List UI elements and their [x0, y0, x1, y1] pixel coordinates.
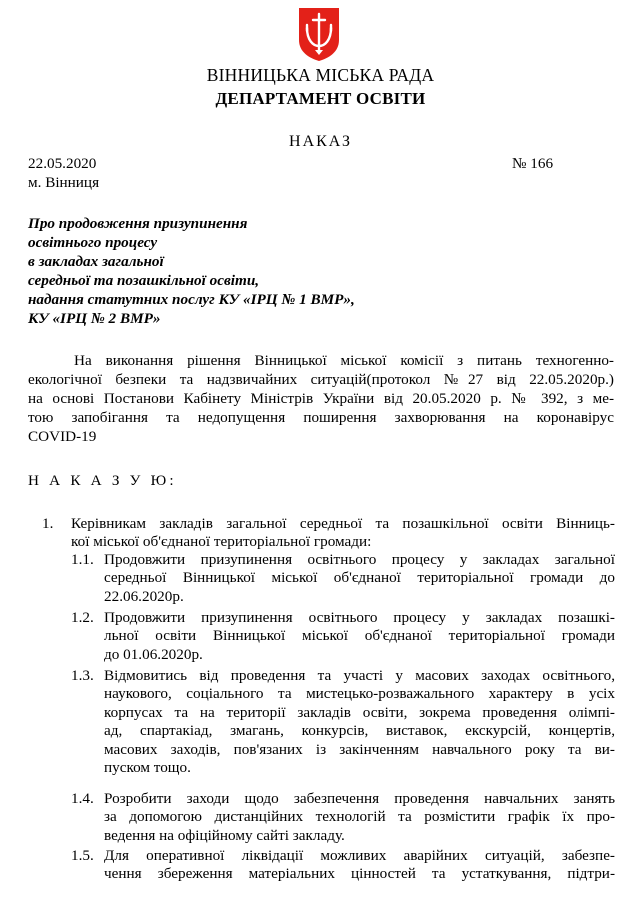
subitem-line: 22.06.2020р.: [104, 587, 184, 605]
subitem-line: Продовжити призупинення освітнього процесу у закладах позашкі-: [104, 609, 615, 626]
subitem-line: ад, спартакіад, змагань, конкурсів, виставок, екскурсій, концертів,: [104, 722, 615, 740]
intro-line: тою запобігання та недопущення поширення захворювання на коронавірус: [28, 409, 614, 426]
item-text: [71, 514, 615, 550]
item-line: Керівникам закладів загальної середньої та позашкільної освіти Вінниць-: [71, 515, 615, 532]
order-date: 22.05.2020: [28, 155, 97, 172]
subitem-line: ведення на офіційному сайті закладу.: [104, 826, 345, 844]
decree-heading: Н А К А З У Ю:: [28, 472, 177, 489]
subitem-line: Продовжити призупинення освітнього процесу у закладах загальної: [104, 551, 615, 568]
intro-paragraph: [28, 351, 614, 446]
subitem-line: за допомогою дистанційних технологій та розмістити графік їх про-: [104, 808, 615, 826]
subitem-line: середньої Вінницької міської об'єднаної територіальної громади до: [104, 569, 615, 587]
subitem-number: 1.2.: [71, 609, 94, 626]
subitem-number: 1.5.: [71, 847, 94, 864]
subitem-line: наукового, соціального та мистецько-розважального характеру в усіх: [104, 685, 615, 703]
subject-line: середньої та позашкільної освіти,: [28, 272, 260, 289]
order-subject: [28, 214, 355, 328]
subitem-line: Розробити заходи щодо забезпечення проведення навчальних занять: [104, 790, 615, 807]
org-name: ВІННИЦЬКА МІСЬКА РАДА: [206, 65, 435, 85]
subitem-line: льної освіти Вінницької міської об'єднаної територіальної громади: [104, 627, 615, 645]
order-city: м. Вінниця: [28, 174, 100, 191]
subitem-line: пуском тощо.: [104, 758, 191, 776]
subitem-line: масових заходів, пов'язаних із закінченням навчального року та ви-: [104, 740, 615, 758]
intro-line: на основі Постанови Кабінету Міністрів України від 20.05.2020 р. № 392, з ме-: [28, 390, 614, 407]
subitem-number: 1.4.: [71, 790, 94, 807]
city-coat-of-arms-icon: [297, 6, 341, 62]
subitem-line: чення збереження матеріальних цінностей та устаткування, підтри-: [104, 865, 615, 883]
order-number: № 166: [512, 155, 554, 172]
subject-line: Про продовження призупинення: [28, 215, 248, 232]
subitem-line: до 01.06.2020р.: [104, 645, 203, 663]
subitem-number: 1.1.: [71, 551, 94, 568]
order-title: НАКАЗ: [289, 133, 352, 150]
subitem-line: Відмовитись від проведення та участі у масових заходах освітнього,: [104, 667, 615, 684]
intro-line: екологічної безпеки та надзвичайних ситуацій(протокол №27 від 22.05.2020р.): [28, 371, 614, 388]
item-number: 1.: [42, 515, 54, 532]
subitem-line: Для оперативної ліквідації можливих аварійних ситуацій, забезпе-: [104, 847, 615, 864]
intro-line: На виконання рішення Вінницької міської комісії з питань техногенно-: [74, 352, 614, 369]
subitem-number: 1.3.: [71, 667, 94, 684]
subject-line: в закладах загальної: [28, 253, 164, 270]
department-name: ДЕПАРТАМЕНТ ОСВІТИ: [215, 89, 426, 108]
intro-line: COVID-19: [28, 428, 97, 445]
subject-line: надання статутних послуг КУ «ІРЦ № 1 ВМР»,: [28, 291, 355, 308]
subitem-line: корпусах та на території закладів освіти, зокрема проведення олімпі-: [104, 703, 615, 721]
subject-line: КУ «ІРЦ № 2 ВМР»: [28, 310, 161, 327]
subject-line: освітнього процесу: [28, 234, 158, 251]
item-line: кої міської об'єднаної територіальної громади:: [71, 533, 372, 550]
